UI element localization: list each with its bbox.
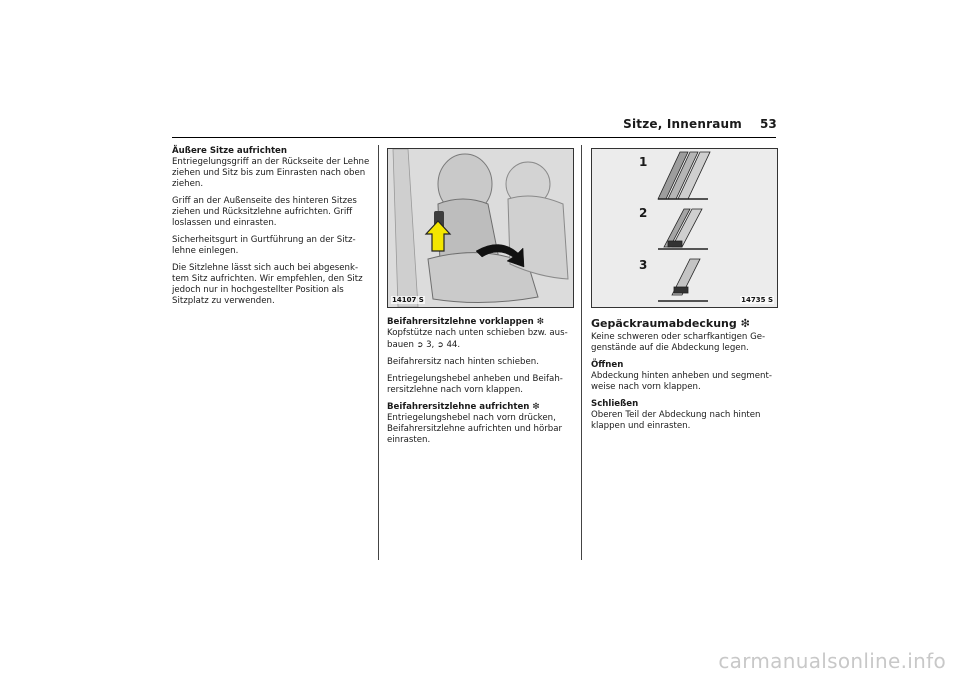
text-outer-seats-1: Entriegelungsgriff an der Rückseite der Lehne ziehen und Sitz bis zum Einrasten nach oben ziehen. [172, 157, 370, 189]
heading-fold-forward: Beifahrersitzlehne vorklappen ❇ [387, 317, 544, 327]
text-close: Oberen Teil der Abdeckung nach hinten klappen und einrasten. [591, 410, 761, 431]
reference-1: 3, [426, 340, 435, 350]
text-seat-back: Beifahrersitz nach hinten schieben. [387, 357, 539, 367]
text-release-lever: Entriegelungshebel anheben und Beifah-rersitzlehne nach vorn klappen. [387, 374, 563, 395]
figure-code: 14107 S [392, 296, 424, 304]
column-divider-right [581, 145, 582, 560]
text-outer-seats-4: Die Sitzlehne lässt sich auch bei abgesenk-tem Sitz aufrichten. Wir empfehlen, den Sitz jedoch nur in hochgestellter Position als Sitzplatz zu verwenden. [172, 263, 363, 306]
header-divider [172, 137, 776, 138]
text-raise-seatback: Entriegelungshebel nach vorn drücken, Beifahrersitzlehne aufrichten und hörbar einrasten. [387, 413, 563, 445]
paragraph-close [591, 399, 779, 432]
figure-passenger-seat [387, 148, 574, 308]
figure-label-1: 1 [639, 155, 648, 169]
paragraph-fold-forward [387, 317, 575, 351]
section-title: Sitze, Innenraum [623, 117, 742, 131]
column-outer-seats [172, 146, 370, 313]
watermark: carmanualsonline.info [718, 649, 946, 673]
text-cover-warning: Keine schweren oder scharfkantigen Ge-genstände auf die Abdeckung legen. [591, 332, 766, 353]
column-passenger-seat [387, 317, 575, 452]
reference-arrow-icon: ➲ [416, 340, 424, 349]
cover-illustration [592, 149, 777, 307]
heading-raise-seatback: Beifahrersitzlehne aufrichten ❇ [387, 402, 540, 412]
column-divider-left [378, 145, 379, 560]
text-outer-seats-3: Sicherheitsgurt in Gurtführung an der Sitz-lehne einlegen. [172, 235, 356, 256]
paragraph-intro [172, 146, 370, 190]
heading-open: Öffnen [591, 360, 624, 370]
paragraph-cover-intro [591, 317, 779, 354]
page-number: 53 [760, 117, 777, 131]
text-open: Abdeckung hinten anheben und segment-weise nach vorn klappen. [591, 371, 772, 392]
figure-code: 14735 S [741, 296, 773, 304]
paragraph-open [591, 360, 779, 393]
heading-luggage-cover: Gepäckraumabdeckung ❇ [591, 317, 750, 330]
heading-close: Schließen [591, 399, 639, 409]
column-luggage-cover [591, 317, 779, 438]
heading-outer-seats: Äußere Sitze aufrichten [172, 146, 288, 156]
text-headrest: Kopfstütze nach unten schieben bzw. aus-bauen [387, 328, 568, 350]
reference-arrow-icon: ➲ [437, 340, 444, 349]
text-outer-seats-2: Griff an der Außenseite des hinteren Sitzes ziehen und Rücksitzlehne aufrichten. Griff loslassen und einrasten. [172, 196, 357, 228]
figure-label-3: 3 [639, 258, 648, 272]
reference-2: 44. [446, 340, 461, 350]
figure-luggage-cover [591, 148, 778, 308]
paragraph-raise [387, 402, 575, 446]
seat-illustration [388, 149, 573, 307]
figure-label-2: 2 [639, 206, 648, 220]
